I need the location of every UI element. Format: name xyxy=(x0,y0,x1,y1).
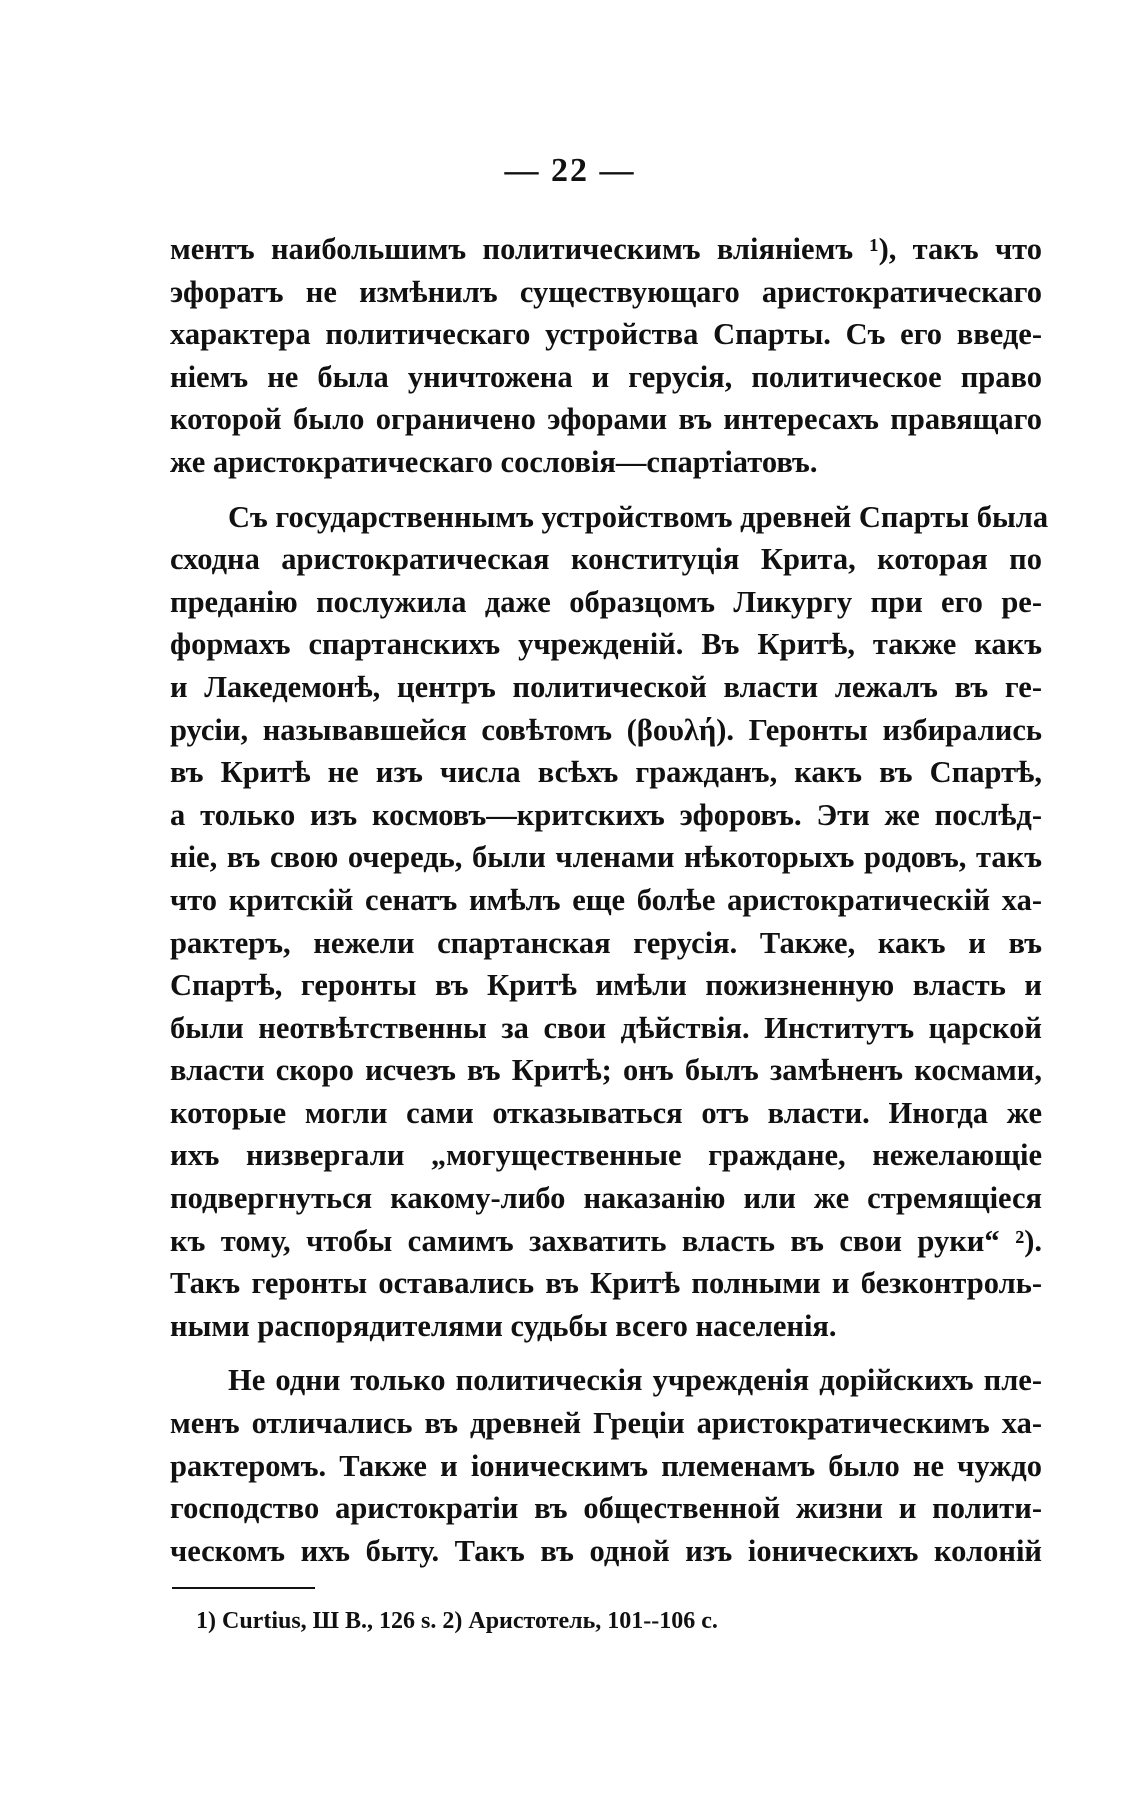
text-line: менъ отличались въ древней Греціи аристократическимъ ха- xyxy=(170,1406,1042,1441)
text-line: были неотвѣтственны за свои дѣйствія. Институтъ царской xyxy=(170,1010,1042,1045)
text-line: и Лакедемонѣ, центръ политической власти лежалъ въ ге- xyxy=(170,669,1042,704)
page-number: — 22 — xyxy=(504,152,636,189)
paragraph-gap xyxy=(170,484,1042,496)
text-line: рактеръ, нежели спартанская герусія. Также, какъ и въ xyxy=(170,925,1042,960)
text-line: а только изъ космовъ—критскихъ эфоровъ. Эти же послѣд- xyxy=(170,797,1042,832)
text-line: власти скоро исчезъ въ Критѣ; онъ былъ замѣненъ космами, xyxy=(170,1053,1042,1088)
text-line: что критскій сенатъ имѣлъ еще болѣе аристократическій ха- xyxy=(170,882,1042,917)
text-line: ными распорядителями судьбы всего населенія. xyxy=(170,1308,837,1343)
paragraph-2 xyxy=(170,496,1049,1348)
text-line: которой было ограничено эфорами въ интересахъ правящаго xyxy=(170,402,1042,437)
text-line: которые могли сами отказываться отъ власти. Иногда же xyxy=(170,1095,1042,1130)
text-line: сходна аристократическая конституція Крита, которая по xyxy=(170,542,1042,577)
text-line: Спартѣ, геронты въ Критѣ имѣли пожизненную власть и xyxy=(170,968,1042,1003)
text-line: рактеромъ. Также и іоническимъ племенамъ было не чуждо xyxy=(170,1448,1042,1483)
text-line: ихъ низвергали „могущественные граждане, нежелающіе xyxy=(170,1138,1042,1173)
text-line: ніемъ не была уничтожена и герусія, политическое право xyxy=(170,359,1042,394)
footnote: 1) Curtius, Ш В., 126 s. 2) Аристотель, 101--106 с. xyxy=(196,1608,718,1634)
paragraph-3 xyxy=(170,1359,1042,1572)
text-line: характера политическаго устройства Спарты. Съ его введе- xyxy=(170,317,1042,352)
text-line: эфоратъ не измѣнилъ существующаго аристократическаго xyxy=(170,274,1042,309)
text-line: ніе, въ свою очередь, были членами нѣкоторыхъ родовъ, такъ xyxy=(170,840,1042,875)
body-text xyxy=(170,228,1049,1572)
text-line: господство аристократіи въ общественной жизни и полити- xyxy=(170,1491,1042,1526)
text-line: формахъ спартанскихъ учрежденій. Въ Критѣ, также какъ xyxy=(170,627,1042,662)
text-line: Не одни только политическія учрежденія дорійскихъ пле- xyxy=(228,1363,1042,1398)
paragraph-1 xyxy=(170,228,1042,484)
footnote-divider xyxy=(172,1587,315,1589)
text-line: русіи, называвшейся совѣтомъ (βουλή). Геронты избирались xyxy=(170,712,1042,747)
text-line: ментъ наибольшимъ политическимъ вліяніемъ ¹), такъ что xyxy=(170,232,1042,266)
text-line: къ тому, чтобы самимъ захватить власть въ свои руки“ ²). xyxy=(170,1223,1042,1258)
text-line: въ Критѣ не изъ числа всѣхъ гражданъ, какъ въ Спартѣ, xyxy=(170,755,1042,790)
text-line: подвергнуться какому-либо наказанію или же стремящіеся xyxy=(170,1181,1042,1216)
text-line: ческомъ ихъ быту. Такъ въ одной изъ іоническихъ колоній xyxy=(170,1533,1042,1568)
text-line: Такъ геронты оставались въ Критѣ полными и безконтроль- xyxy=(170,1266,1042,1301)
text-line: преданію послужила даже образцомъ Ликургу при его ре- xyxy=(170,584,1042,619)
text-line: Съ государственнымъ устройствомъ древней Спарты была xyxy=(228,499,1049,534)
text-line: же аристократическаго сословія—спартіатовъ. xyxy=(170,444,818,479)
paragraph-gap xyxy=(170,1347,1042,1359)
